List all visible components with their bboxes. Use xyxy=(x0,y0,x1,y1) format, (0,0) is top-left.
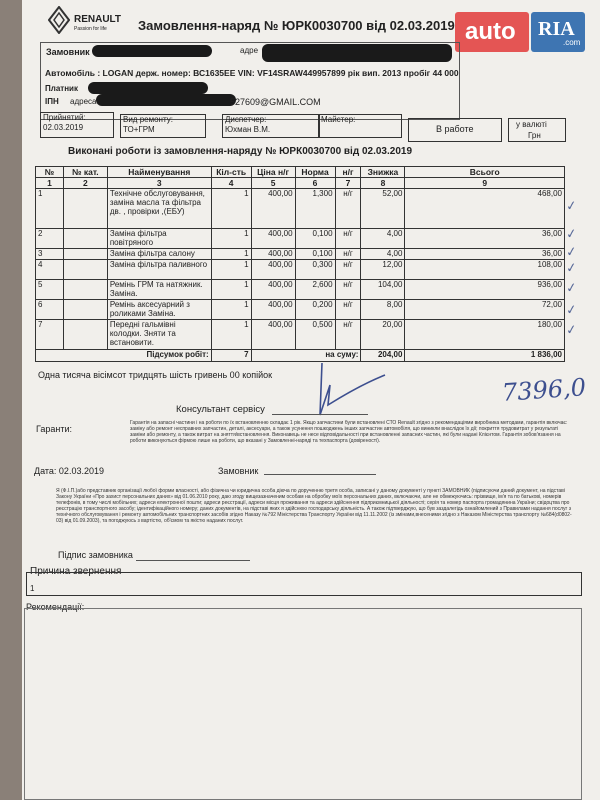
cell-num: 2 xyxy=(36,229,64,249)
works-table xyxy=(35,166,565,362)
cell-norm: 0,100 xyxy=(295,229,335,249)
col-header: н/г xyxy=(335,167,361,178)
col-number: 8 xyxy=(361,178,405,189)
cell-qty: 1 xyxy=(211,320,251,350)
col-number: 6 xyxy=(295,178,335,189)
payer-label: Платник xyxy=(45,84,78,93)
watermark-auto-text: auto xyxy=(465,18,516,45)
summary-qty: 7 xyxy=(211,350,251,362)
cell-cat xyxy=(63,260,107,280)
status-value: В работе xyxy=(436,124,474,134)
cell-qty: 1 xyxy=(211,280,251,300)
cell-num: 4 xyxy=(36,260,64,280)
autoria-watermark xyxy=(455,12,587,54)
cell-unit: н/г xyxy=(335,229,361,249)
checkmark-icon: ✓ xyxy=(564,321,578,338)
cell-name: Ремінь ГРМ та натяжник. Заміна. xyxy=(107,280,211,300)
cell-price: 400,00 xyxy=(251,249,295,260)
col-header: Найменування xyxy=(107,167,211,178)
repair-type-value: ТО+ГРМ xyxy=(123,125,155,134)
cell-norm: 0,200 xyxy=(295,300,335,320)
cell-cat xyxy=(63,249,107,260)
cell-name: Заміна фільтра салону xyxy=(107,249,211,260)
cell-discount: 20,00 xyxy=(361,320,405,350)
customer-signature-label: Підпис замовника xyxy=(58,550,133,560)
cell-qty: 1 xyxy=(211,249,251,260)
cell-total: 72,00 xyxy=(405,300,565,320)
cell-cat xyxy=(63,300,107,320)
table-row xyxy=(36,249,565,260)
address2-label: адреса xyxy=(70,97,97,106)
table-row xyxy=(36,260,565,280)
page-title: Замовлення-наряд № ЮРК0030700 від 02.03.2019 xyxy=(138,18,455,33)
cell-qty: 1 xyxy=(211,260,251,280)
col-number: 5 xyxy=(251,178,295,189)
cell-total: 36,00 xyxy=(405,249,565,260)
cell-num: 1 xyxy=(36,189,64,229)
cell-num: 6 xyxy=(36,300,64,320)
recommendations-label: Рекомендації: xyxy=(26,602,85,612)
table-row xyxy=(36,229,565,249)
repair-type-label: Вид ремонту: xyxy=(123,115,173,124)
amount-in-words: Одна тисяча вісімсот тридцять шість гривень 00 копійок xyxy=(38,370,273,380)
recommendations-box xyxy=(24,608,582,800)
customer-label: Замовник xyxy=(46,47,90,57)
redaction-address xyxy=(262,44,452,62)
car-info: Автомобіль : LOGAN держ. номер: ВС1635ЕЕ VIN: VF14SRAW449957899 рік вип. 2013 пробіг 44 000 xyxy=(45,68,459,78)
handwritten-total: 7396,0 xyxy=(501,373,587,407)
cell-name: Заміна фільтра повітряного xyxy=(107,229,211,249)
cell-cat xyxy=(63,189,107,229)
renault-diamond-icon xyxy=(48,6,70,34)
currency-value: Грн xyxy=(528,131,541,140)
sum-total: 1 836,00 xyxy=(405,350,565,362)
renault-logo xyxy=(48,6,70,34)
col-header: № кат. xyxy=(63,167,107,178)
date-label: Дата: 02.03.2019 xyxy=(34,466,104,476)
reason-box xyxy=(26,572,582,596)
customer-signature-line xyxy=(136,560,250,561)
col-header: Знижка xyxy=(361,167,405,178)
table-header-row xyxy=(36,167,565,178)
cell-unit: н/г xyxy=(335,249,361,260)
redaction-payer xyxy=(88,82,208,94)
sum-label: на суму: xyxy=(251,350,361,362)
cell-cat xyxy=(63,320,107,350)
watermark-ria-sub: .com xyxy=(563,38,581,47)
cell-discount: 104,00 xyxy=(361,280,405,300)
cell-total: 180,00 xyxy=(405,320,565,350)
logo-tagline: Passion for life xyxy=(74,26,107,32)
cell-num: 3 xyxy=(36,249,64,260)
works-title: Виконані роботи із замовлення-наряду № ЮРК0030700 від 02.03.2019 xyxy=(68,146,413,157)
cell-name: Ремінь аксесуарний з роликами Заміна. xyxy=(107,300,211,320)
summary-label: Підсумок робіт: xyxy=(36,350,212,362)
cell-discount: 8,00 xyxy=(361,300,405,320)
col-number: 9 xyxy=(405,178,565,189)
reason-label: Причина звернення xyxy=(30,566,122,577)
cell-price: 400,00 xyxy=(251,300,295,320)
checkmark-icon: ✓ xyxy=(564,225,578,242)
accepted-value: 02.03.2019 xyxy=(43,123,84,132)
cell-norm: 2,600 xyxy=(295,280,335,300)
cell-qty: 1 xyxy=(211,229,251,249)
cell-price: 400,00 xyxy=(251,320,295,350)
cell-price: 400,00 xyxy=(251,189,295,229)
consent-text: Я (Ф.І.П.)або представник організації любої форми власності, або фізична чи юридична особа діюча по дорученню третя особа, записані у даному документі у пункті ЗАМОВНИК (підписуючи даний документ, на підставі Закону України «Про захист персональних даних» від 01.06.2010 року, даю згоду вищезазначеним особам на обробку моїх персональних даних, включаючи, але не обмежуючись: прізвище, ім'я та по батькові, номерів телефонів, в тому числі мобільних; адреси електронної пошти; адреси реєстрації, адреси місця проживання та адреси здійснення підприємницької діяльності; серія та номер паспорта громадянина України; свідоцтва про реєстрацію транспортного засобу; ідентифікаційного номеру; даних документів, на підставі яких я здійснюю господарську діяльність. А також підтверджую, що був заздалегідь ознайомлений з Правилами надання послуг з технічного обслуговування і ремонту автомобільних транспортних засобів згідно Наказу №792 Міністерства Транспорту України від 11.11.2002 (із змінами,внесеними згідно з Наказом Міністерства транспорту №684(d0802-03) від 01.09.2003), та погоджуюсь з вартістю, об'ємом та якістю наданих послуг. xyxy=(56,488,572,524)
table-row xyxy=(36,320,565,350)
cell-name: Передні гальмівні колодки. Зняти та встановити. xyxy=(107,320,211,350)
cell-unit: н/г xyxy=(335,189,361,229)
cell-total: 108,00 xyxy=(405,260,565,280)
consultant-label: Консультант сервісу xyxy=(176,404,265,415)
cell-cat xyxy=(63,229,107,249)
col-header: Норма xyxy=(295,167,335,178)
col-header: Кіл-сть xyxy=(211,167,251,178)
cell-total: 36,00 xyxy=(405,229,565,249)
cell-norm: 0,500 xyxy=(295,320,335,350)
col-number: 3 xyxy=(107,178,211,189)
cell-name: Заміна фільтра паливного xyxy=(107,260,211,280)
cell-num: 5 xyxy=(36,280,64,300)
cell-discount: 12,00 xyxy=(361,260,405,280)
checkmark-icon: ✓ xyxy=(564,259,578,276)
email-value: 527609@GMAIL.COM xyxy=(230,97,321,107)
col-number: 7 xyxy=(335,178,361,189)
cell-total: 468,00 xyxy=(405,189,565,229)
cell-num: 7 xyxy=(36,320,64,350)
checkmark-icon: ✓ xyxy=(564,301,578,318)
table-row xyxy=(36,300,565,320)
cell-discount: 4,00 xyxy=(361,229,405,249)
dispatcher-label: Диспетчер: xyxy=(225,115,267,124)
consultant-sign-line xyxy=(272,414,368,415)
guarantee-text: Гарантія на запасні частини і на роботи по їх встановленню складає 1 рік. Якщо запчастини були встановлені СТО Renault згідно з рекомендаціями виробника методами, гарантія включає: заміну або ремонт несправних запчастин, деталі, аксесуари, а також усунення пошкоджень інших запчастин автомобіля, що виникли внаслідок їх дії; покриття трудовитрат у результаті заміни або ремонту, а також витрат на зняття/встановлення. Виконавець не несе відповідальності при встановленні запасних частин, які були надані Клієнтом. Гарантія зобов'язання на роботи виконуються фірмою лише на роботи, що вказані у Замовленні-наряді та техпаспорта (довіреності). xyxy=(130,420,568,444)
cell-unit: н/г xyxy=(335,300,361,320)
redaction-ipn xyxy=(96,94,236,106)
cell-price: 400,00 xyxy=(251,229,295,249)
currency-label: у валюті xyxy=(516,120,547,129)
redaction-customer xyxy=(92,45,212,57)
cell-name: Технічне обслуговування, заміна масла та фільтра дв. , провірки ,(ЕБУ) xyxy=(107,189,211,229)
guarantee-label: Гаранти: xyxy=(36,424,73,434)
col-number: 2 xyxy=(63,178,107,189)
cell-price: 400,00 xyxy=(251,260,295,280)
ipn-label: ІПН xyxy=(45,97,59,106)
col-header: Ціна н/г xyxy=(251,167,295,178)
cell-qty: 1 xyxy=(211,300,251,320)
col-number: 4 xyxy=(211,178,251,189)
cell-norm: 0,300 xyxy=(295,260,335,280)
cell-discount: 52,00 xyxy=(361,189,405,229)
cell-cat xyxy=(63,280,107,300)
cell-discount: 4,00 xyxy=(361,249,405,260)
cell-unit: н/г xyxy=(335,320,361,350)
checkmark-icon: ✓ xyxy=(564,279,578,296)
col-header: Всього xyxy=(405,167,565,178)
cell-total: 936,00 xyxy=(405,280,565,300)
col-number: 1 xyxy=(36,178,64,189)
address-label: адре xyxy=(240,46,259,55)
cell-unit: н/г xyxy=(335,260,361,280)
cell-qty: 1 xyxy=(211,189,251,229)
sum-discount: 204,00 xyxy=(361,350,405,362)
table-row xyxy=(36,280,565,300)
accepted-label: Прийнятий: xyxy=(43,113,86,122)
reason-value: 1 xyxy=(30,584,35,593)
dispatcher-value: Юхман В.М. xyxy=(225,125,271,134)
watermark-ria-text: RIA xyxy=(538,18,575,40)
logo-brand: RENAULT xyxy=(74,14,122,25)
customer-sign-label: Замовник xyxy=(218,466,259,476)
checkmark-icon: ✓ xyxy=(564,243,578,260)
master-label: Майстер: xyxy=(321,115,356,124)
cell-norm: 0,100 xyxy=(295,249,335,260)
customer-sign-line xyxy=(264,474,376,475)
table-colnum-row xyxy=(36,178,565,189)
cell-norm: 1,300 xyxy=(295,189,335,229)
col-header: № xyxy=(36,167,64,178)
checkmark-icon: ✓ xyxy=(564,197,578,214)
table-row xyxy=(36,189,565,229)
cell-unit: н/г xyxy=(335,280,361,300)
cell-price: 400,00 xyxy=(251,280,295,300)
